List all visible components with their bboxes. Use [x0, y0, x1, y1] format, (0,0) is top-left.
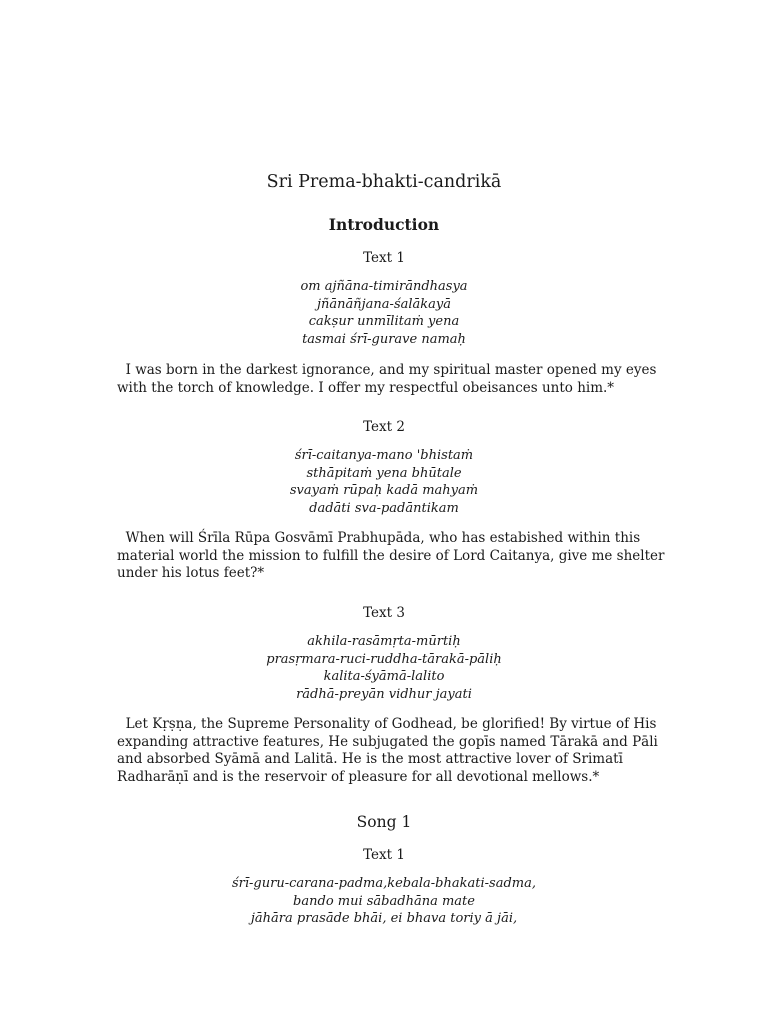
verse-line: jñānāñjana-śalākayā: [317, 296, 451, 312]
book-title: Sri Prema-bhakti-candrikā: [266, 172, 502, 192]
verse-line: om ajñāna-timirāndhasya: [300, 279, 468, 294]
text-1-heading: Text 1: [363, 250, 405, 266]
verse-line: svayaṁ rūpaḥ kadā mahyaṁ: [289, 483, 479, 498]
verse-line: kalita-śyāmā-lalito: [323, 669, 445, 684]
translation-line: expanding attractive features, He subjugated the gopīs named Tārakā and Pāli: [117, 733, 658, 750]
text-2-heading: Text 2: [363, 419, 405, 435]
verse-line: dadāti sva-padāntikam: [309, 500, 459, 516]
verse-line: sthāpitaṁ yena bhūtale: [306, 465, 462, 481]
translation-line: Let Kṛṣṇa, the Supreme Personality of Godhead, be glorified! By virtue of His: [117, 716, 657, 732]
verse-line: bando mui sābadhāna mate: [293, 893, 475, 909]
text-3-verse: [0, 633, 768, 703]
verse-line: prasṛmara-ruci-ruddha-tārakā-pāliḥ: [266, 651, 502, 667]
text-1-translation: [117, 362, 657, 397]
verse-line: śrī-guru-carana-padma,kebala-bhakati-sadma,: [232, 876, 536, 891]
translation-line: material world the mission to fulfill the desire of Lord Caitanya, give me shelter: [117, 547, 665, 564]
verse-line: akhila-rasāmṛta-mūrtiḥ: [307, 634, 461, 649]
song-1-text-1-verse: [0, 875, 768, 928]
text-3-heading: Text 3: [363, 605, 405, 621]
chapter-title: Introduction: [328, 215, 440, 234]
text-2-translation: [117, 530, 665, 583]
song-1-text-1-heading: Text 1: [363, 847, 405, 863]
text-1-verse: [0, 278, 768, 348]
translation-line: Radharāṇī and is the reservoir of pleasure for all devotional mellows.*: [117, 768, 600, 785]
song-1-heading: Song 1: [356, 813, 412, 831]
translation-line: under his lotus feet?*: [117, 565, 265, 581]
verse-line: rādhā-preyān vidhur jayati: [296, 686, 472, 702]
verse-line: jāhāra prasāde bhāi, ei bhava toriy ā jāi,: [250, 911, 518, 926]
translation-line: with the torch of knowledge. I offer my respectful obeisances unto him.*: [117, 379, 615, 396]
translation-line: and absorbed Syāmā and Lalitā. He is the most attractive lover of Srimatī: [117, 751, 623, 767]
verse-line: śrī-caitanya-mano 'bhistaṁ: [294, 448, 474, 463]
translation-line: When will Śrīla Rūpa Gosvāmī Prabhupāda, who has estabished within this: [117, 530, 641, 546]
text-3-translation: [117, 716, 657, 786]
text-2-verse: [0, 447, 768, 517]
verse-line: tasmai śrī-gurave namaḥ: [302, 331, 466, 347]
verse-line: cakṣur unmīlitaṁ yena: [308, 314, 460, 329]
translation-line: I was born in the darkest ignorance, and my spiritual master opened my eyes: [117, 362, 657, 378]
